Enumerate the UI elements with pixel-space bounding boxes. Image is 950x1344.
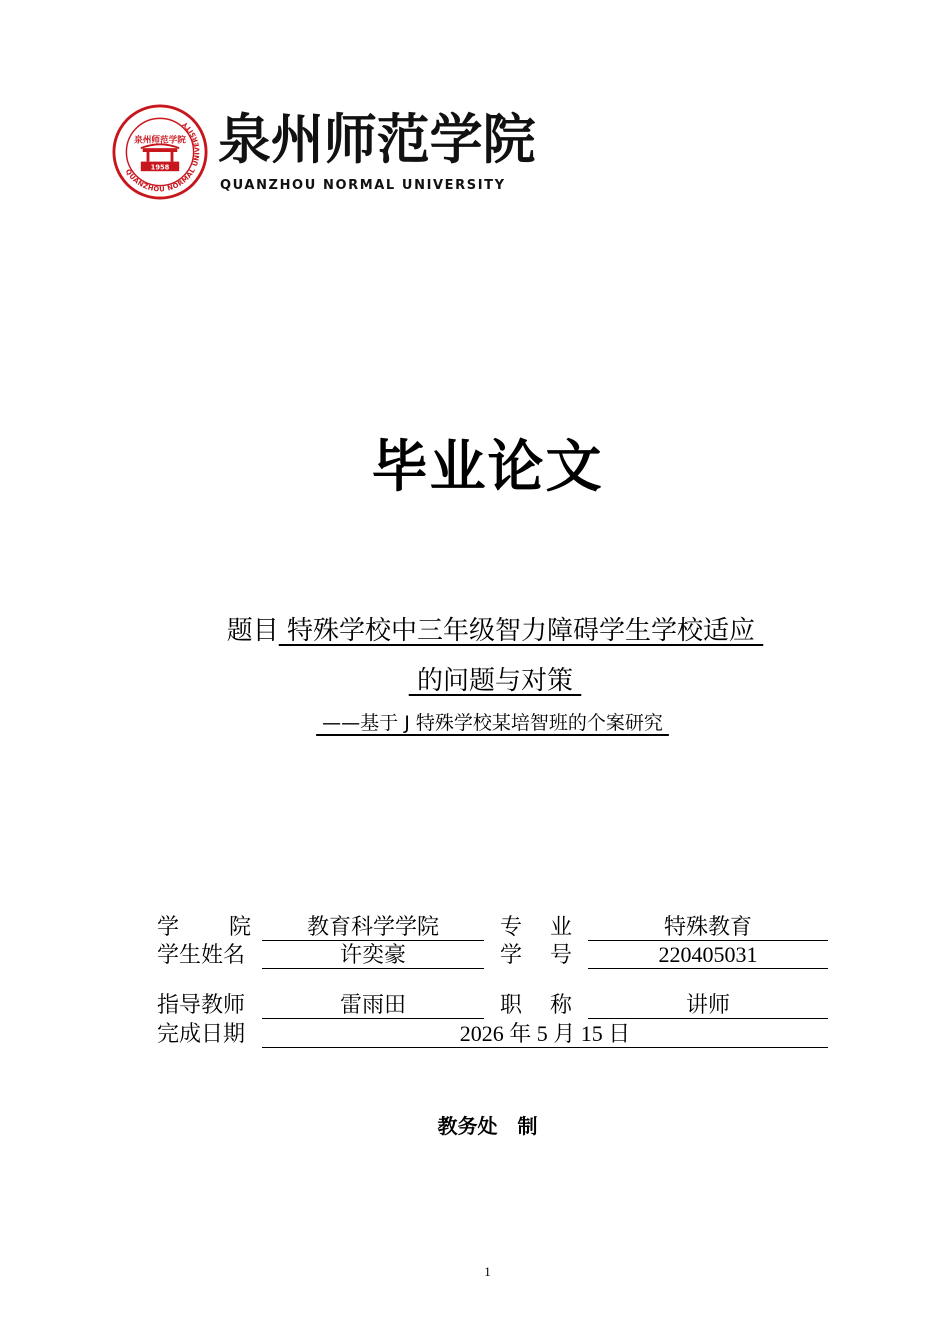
completion-date-label: 完成日期 [157,1022,246,1047]
advisor-label: 指导教师 [157,993,246,1018]
topic-title-part2: 的问题与对策 [408,666,582,696]
student-id-value: 220405031 [588,942,828,969]
page-number: 1 [484,1264,491,1279]
seal-year: 1958 [150,163,170,172]
university-name-en: QUANZHOU NORMAL UNIVERSITY [220,178,506,193]
topic-line-1 [0,610,950,647]
university-name-cn: 泉州师范学院 [218,107,536,171]
advisor-title-value: 讲师 [588,992,828,1019]
student-id-label: 学 号 [500,943,572,968]
issuing-office: 教务处 制 [437,1114,538,1138]
topic-subtitle-line [0,708,950,735]
advisor-title-label: 职 称 [500,993,572,1018]
seal-ring-text: QUANZHOU NORMAL UNIVERSITY [123,119,202,194]
college-label: 学 院 [157,915,251,940]
topic-title-part1: 特殊学校中三年级智力障碍学生学校适应 [278,616,764,646]
student-name-value: 许奕豪 [262,942,484,969]
major-value: 特殊教育 [588,914,828,941]
completion-date-value: 2026 年 5 月 15 日 [262,1021,828,1048]
topic-line-2 [0,660,950,697]
seal-center-text: 泉州师范学院 [134,135,186,146]
student-name-label: 学生姓名 [157,943,246,968]
college-value: 教育科学学院 [262,914,484,941]
advisor-value: 雷雨田 [262,992,484,1019]
topic-subtitle: ——基于 J 特殊学校某培智班的个案研究 [316,712,669,734]
major-label: 专 业 [500,915,572,940]
topic-label: 题目 [226,616,279,646]
document-title: 毕业论文 [371,435,604,500]
university-seal-icon [112,104,208,200]
svg-text:QUANZHOU NORMAL UNIVERSITY [124,120,202,194]
